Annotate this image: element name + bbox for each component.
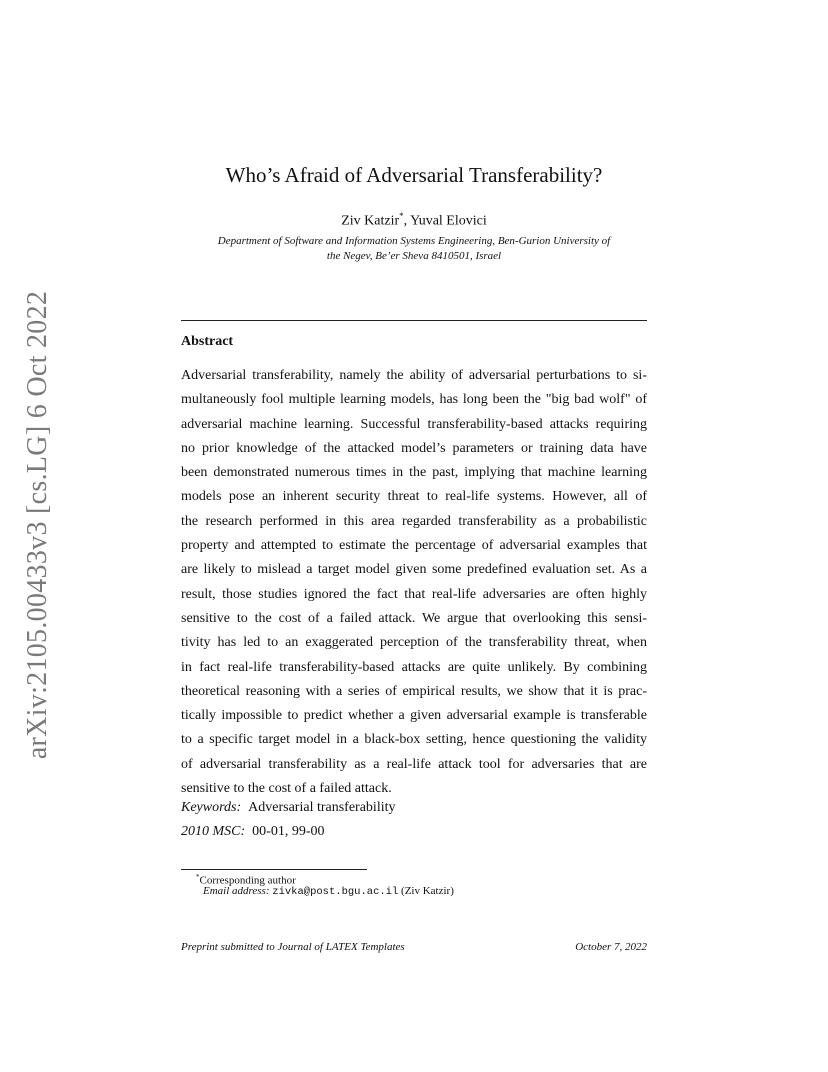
author-separator: , <box>403 213 411 229</box>
author-list <box>181 211 647 230</box>
abstract-line: tically impossible to predict whether a given adversarial example is transferable <box>181 708 647 724</box>
msc-value: 00-01, 99-00 <box>252 824 325 839</box>
abstract-line: been demonstrated numerous times in the past, implying that machine learning <box>181 465 647 481</box>
abstract-line: adversarial machine learning. Successful transferability-based attacks requiring <box>181 416 647 432</box>
arxiv-identifier-stamp: arXiv:2105.00433v3 [cs.LG] 6 Oct 2022 <box>22 290 53 760</box>
msc-classification <box>181 824 325 840</box>
author-name[interactable]: Yuval Elovici <box>410 213 487 229</box>
keywords-label: Keywords: <box>181 800 242 815</box>
abstract-heading: Abstract <box>181 334 234 349</box>
abstract-line: sensitive to the cost of a failed attack. <box>181 781 392 797</box>
abstract-top-rule <box>181 320 647 321</box>
footnote-email <box>203 885 454 898</box>
footnote-text: Corresponding author <box>199 874 296 887</box>
abstract-line: to a specific target model in a black-box setting, hence questioning the validity <box>181 732 647 748</box>
abstract-line: result, those studies ignored the fact that real-life adversaries are often highly <box>181 586 647 602</box>
paper-title: Who’s Afraid of Adversarial Transferability? <box>225 163 603 187</box>
preprint-footer: Preprint submitted to Journal of LATEX Templates <box>181 941 405 953</box>
abstract-line: models pose an inherent security threat to real-life systems. However, all of <box>181 489 647 505</box>
footnote-mark: * <box>196 873 200 881</box>
email-owner: (Ziv Katzir) <box>401 885 454 897</box>
abstract-line: in fact real-life transferability-based attacks are quite unlikely. By combining <box>181 659 647 675</box>
abstract-line: theoretical reasoning with a series of empirical results, we show that it is prac- <box>181 683 647 699</box>
abstract-line: are likely to mislead a target model given some predefined evaluation set. As a <box>181 562 647 578</box>
corresponding-author-mark: * <box>399 211 404 221</box>
abstract-line: tivity has led to an exaggerated perception of the transferability threat, when <box>181 635 647 651</box>
footer-date: October 7, 2022 <box>575 941 647 953</box>
keywords <box>181 800 395 816</box>
abstract-line: no prior knowledge of the attacked model’s parameters or training data have <box>181 440 647 456</box>
abstract-line: of adversarial transferability as a real-life attack tool for adversaries that are <box>181 756 647 772</box>
abstract-line: Adversarial transferability, namely the ability of adversarial perturbations to si- <box>181 368 647 383</box>
author-name[interactable]: Ziv Katzir <box>341 213 400 229</box>
email-link[interactable]: zivka@post.bgu.ac.il <box>272 886 399 898</box>
affiliation <box>181 234 647 264</box>
abstract-line: the research performed in this area regarded transferability as a probabilistic <box>181 513 647 529</box>
email-label: Email address: <box>203 885 270 897</box>
keywords-value: Adversarial transferability <box>248 800 396 815</box>
affiliation-line: Department of Software and Information Systems Engineering, Ben-Gurion University of <box>217 235 611 247</box>
affiliation-line: the Negev, Be’er Sheva 8410501, Israel <box>326 250 502 262</box>
abstract-line: sensitive to the cost of a failed attack. We argue that overlooking this sensi- <box>181 610 647 626</box>
abstract-body <box>181 364 647 801</box>
abstract-line: multaneously fool multiple learning models, has long been the "big bad wolf" of <box>181 392 647 408</box>
footnote-rule <box>181 869 367 870</box>
abstract-line: property and attempted to estimate the percentage of adversarial examples that <box>181 538 647 554</box>
msc-label: 2010 MSC: <box>181 824 246 839</box>
